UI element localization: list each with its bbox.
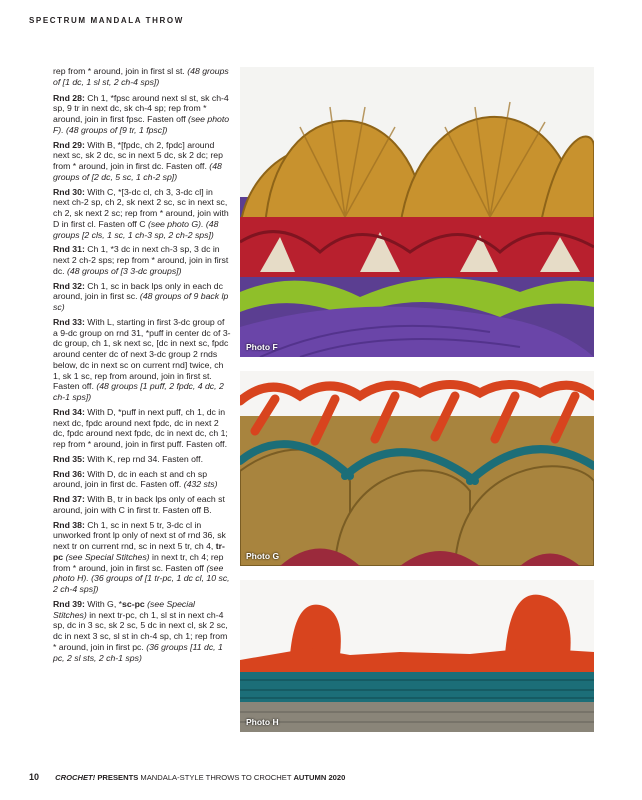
instruction-text: With B, *[fpdc, ch 2, fpdc] around next sc, sk 2 dc, sc in next 5 dc, sk 2 dc; rep from * around, join in first dc. Fasten off. [53,139,223,171]
stitch-count-note: (432 sts) [183,479,218,490]
presents-label: PRESENTS [97,773,139,782]
instruction-text: With L, starting in first 3-dc group of a 9-dc group on rnd 31, *puff in center dc of 3-dc group, ch 1, sk next sc, [dc in next sc, fpdc around center dc of next 3-dc group 2 rnds below, dc in next sc on current rnd] twice, ch 1, sk 1 sc, rep from around, join in first st. Fasten off. [53,316,231,392]
stitch-term: sc-pc [122,598,145,609]
photo-g [240,371,594,566]
publication-title: MANDALA-STYLE THROWS TO CROCHET [140,773,292,782]
round-label: Rnd 30: [53,186,85,197]
stitch-count-note: (see Special Stitches) [53,598,195,620]
round-instruction [53,140,231,183]
running-head: SPECTRUM MANDALA THROW [29,16,184,25]
round-instruction [53,187,231,241]
round-continuation [53,66,231,88]
round-label: Rnd 36: [53,468,85,479]
round-label: Rnd 39: [53,598,85,609]
stitch-count-note: (see Special Stitches) [65,551,150,562]
round-label: Rnd 29: [53,139,85,150]
photo-h-image [240,580,594,732]
instruction-text: in next tr, ch 4; rep from * around, join in first sc. Fasten off [53,551,224,573]
photo-h-label: Photo H [246,717,279,727]
instruction-text: With C, *[3-dc cl, ch 3, 3-dc cl] in next ch-2 sp, ch 2, sk next 2 sc, sc in next sc, ch 2, sk next 2 sc; rep from * around, join with D in first cl. Fasten off C [53,186,229,229]
round-label: Rnd 32: [53,280,85,291]
instruction-text: Ch 1, sc in back lps only in each dc around, join in first sc. [53,280,223,302]
stitch-count-note: (see photo G). (48 groups [2 cls, 1 sc, 1 ch-3 sp, 2 ch-2 sps]) [53,218,219,240]
stitch-count-note: (48 groups of [2 dc, 5 sc, 1 ch-2 sp]) [53,161,222,182]
round-label: Rnd 34: [53,406,85,417]
pattern-instructions [53,66,231,667]
instruction-text: With D, *puff in next puff, ch 1, dc in next dc, fpdc around next fpdc, dc in next 2 dc, fpdc around next fpdc, dc in next dc, ch 1; rep from * around, join in first puff. Fasten off. [53,406,228,449]
instruction-text: Ch 1, *3 dc in next ch-3 sp, 3 dc in next 2 ch-2 sps; rep from * around, join in first dc. [53,244,229,276]
stitch-count-note: (48 groups [1 puff, 2 fpdc, 4 dc, 2 ch-1 sps]) [53,381,224,402]
round-instruction [53,407,231,450]
photo-g-label: Photo G [246,551,280,561]
round-label: Rnd 31: [53,244,85,255]
stitch-count-note: (48 groups of [3 3-dc groups]) [67,265,182,276]
instruction-text: in next tr-pc, ch 1, sl st in next ch-4 sp, dc in 3 sc, sk 2 sc, 5 dc in next cl, sk 2 sc, dc in next 3 sc, sl st in ch-4 sp, ch 1; rep from * around, join in first pc. [53,609,228,652]
page-footer [29,772,345,782]
round-label: Rnd 38: [53,519,85,530]
round-label: Rnd 37: [53,494,85,504]
instruction-text: With B, tr in back lps only of each st around, join with C in first tr. Fasten off B. [53,494,225,515]
instruction-text: Ch 1, sc in next 5 tr, 3-dc cl in unworked front lp only of next st of rnd 36, sk next tr on current rnd, sc in next 5 tr, ch 4, [53,519,226,551]
round-instruction [53,281,231,313]
round-instruction [53,317,231,403]
instruction-text: With G, * [84,598,123,609]
round-instruction [53,599,231,664]
instruction-text: rep from * around, join in first sl st. [53,66,188,76]
photo-g-image [240,371,594,566]
stitch-count-note: (see photo F). (48 groups of [9 tr, 1 fpsc]) [53,114,230,135]
photo-h [240,580,594,732]
stitch-count-note: (36 groups [11 dc, 1 pc, 2 sl sts, 2 ch-1 sps) [53,641,223,663]
round-label: Rnd 33: [53,316,85,327]
round-instruction [53,469,231,491]
round-label: Rnd 28: [53,92,85,103]
stitch-count-note: (see photo H). (36 groups of [1 tr-pc, 1 dc cl, 10 sc, 2 ch-4 sps]) [53,562,230,594]
instruction-text: With K, rep rnd 34. Fasten off. [84,453,204,464]
round-instruction [53,93,231,136]
photo-f-label: Photo F [246,342,278,352]
page-number: 10 [29,772,40,782]
issue-season: AUTUMN 2020 [293,773,346,782]
photo-f [240,67,594,357]
magazine-name: CROCHET! [55,773,96,782]
round-instruction [53,244,231,276]
round-instruction [53,520,231,595]
round-instruction [53,494,231,516]
photo-f-image [240,67,594,357]
round-instruction [53,454,231,465]
stitch-count-note: (48 groups of 9 back lp sc) [53,291,229,312]
stitch-count-note: (48 groups of [1 dc, 1 sl st, 2 ch-4 sps]) [53,66,229,87]
instruction-text: Ch 1, *fpsc around next sl st, sk ch-4 sp, 9 tr in next dc, sk ch-4 sp; rep from * around, join in first fpsc. Fasten off [53,92,229,124]
stitch-term: tr-pc [53,541,225,562]
round-label: Rnd 35: [53,453,85,464]
instruction-text: With D, dc in each st and ch sp around, join in first dc. Fasten off. [53,468,208,490]
